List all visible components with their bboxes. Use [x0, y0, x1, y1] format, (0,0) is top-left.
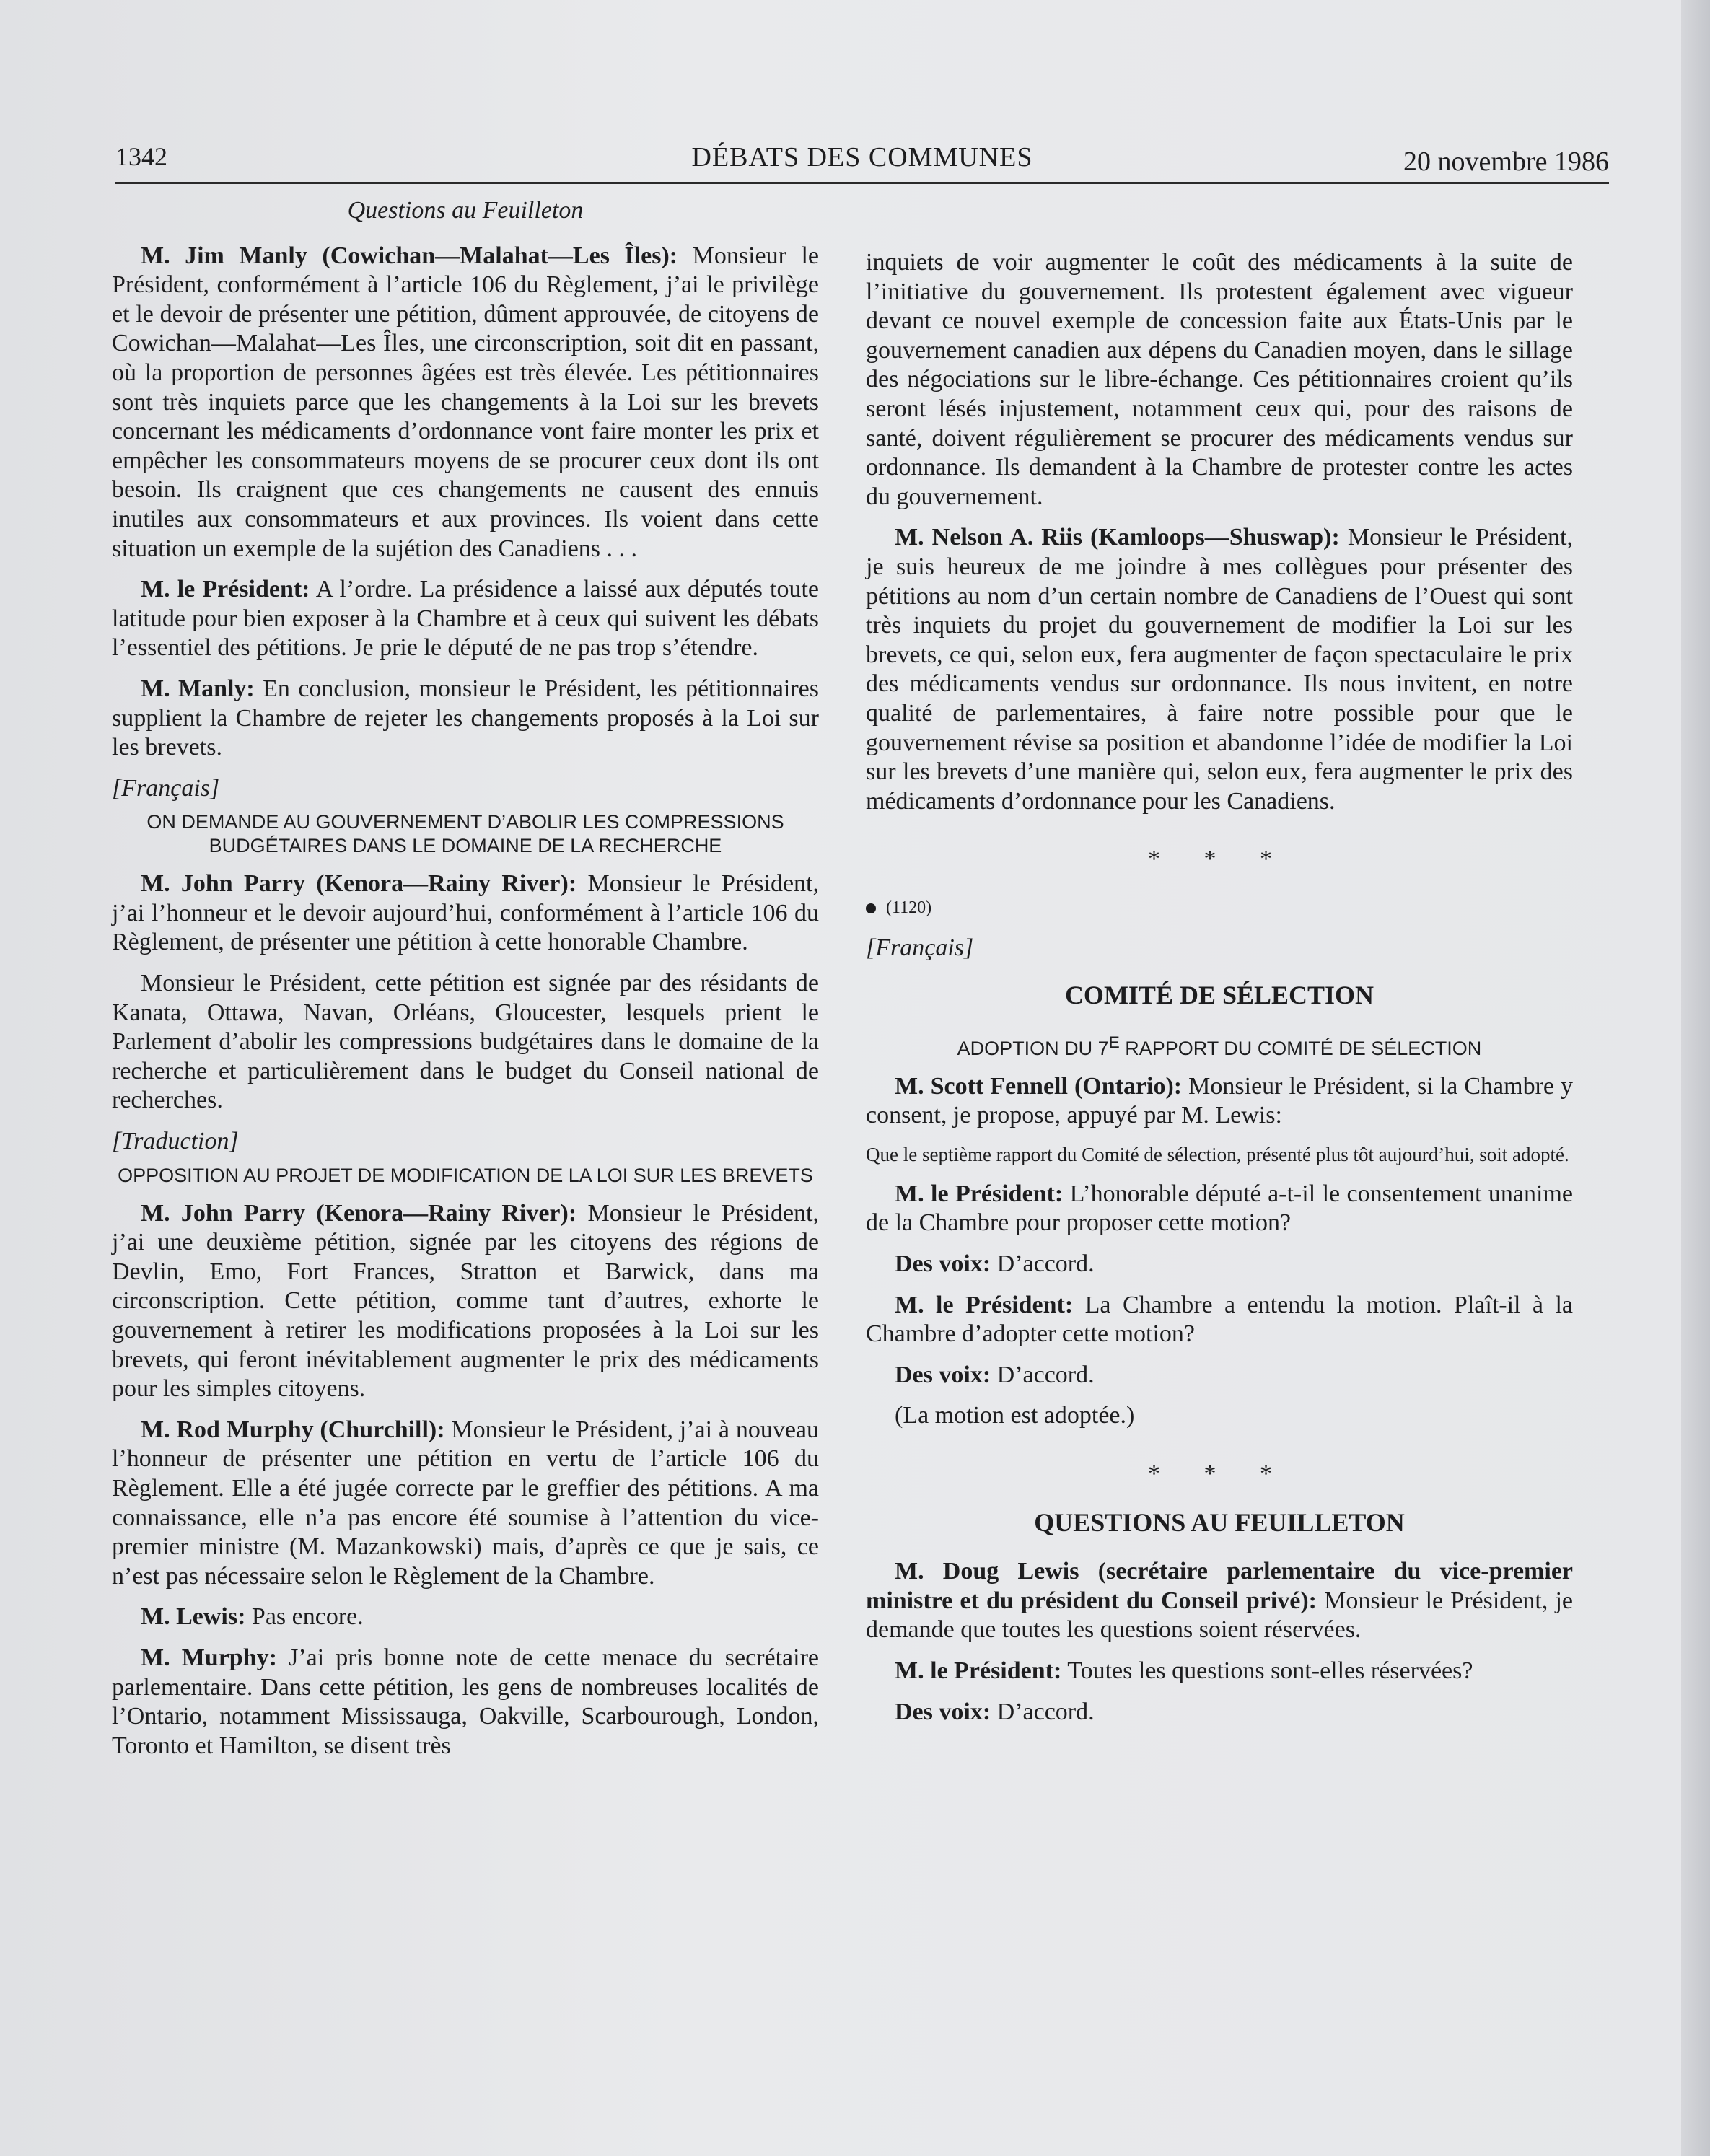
page-header — [115, 141, 1609, 184]
speaker-name: M. le Président: — [895, 1291, 1074, 1318]
speaker-name: M. Manly: — [141, 675, 255, 702]
speech-paragraph: M. Nelson A. Riis (Kamloops—Shuswap): Monsieur le Président, je suis heureux de me joindre à mes collègues pour présenter des pétitions au nom d’un certain nombre de Canadiens de l’Ouest qui sont très inquiets du projet du gouvernement de modifier la Loi sur les brevets, ce qui, selon eux, fera augmenter de façon spectaculaire le prix des médicaments vendus sur ordonnance. Ils nous invitent, en notre qualité de parlementaires, à faire notre possible pour que le gouvernement révise sa position et abandonne l’idée de modifier la Loi sur les brevets d’une manière qui, selon eux, fera augmenter le prix des médicaments d’ordonnance pour les Canadiens. — [866, 524, 1573, 815]
speech-paragraph: (La motion est adoptée.) — [895, 1402, 1135, 1429]
petition-rubric: OPPOSITION AU PROJET DE MODIFICATION DE LA LOI SUR LES BREVETS — [118, 1164, 813, 1186]
speaker-name: M. John Parry (Kenora—Rainy River): — [141, 870, 577, 898]
speech-paragraph: M. Murphy: J’ai pris bonne note de cette menace du secrétaire parlementaire. Dans cette pétition, les gens de nombreuses localités de l’Ontario, notamment Mississauga, Oakville, Scarbourough, London, Toronto et Hamilton, se disent très — [112, 1644, 820, 1759]
speaker-name: M. le Président: — [895, 1180, 1064, 1207]
speaker-name: Des voix: — [895, 1698, 991, 1725]
speaker-name: M. le Président: — [895, 1657, 1062, 1684]
speech-paragraph: M. Scott Fennell (Ontario): Monsieur le Président, si la Chambre y consent, je propose, appuyé par M. Lewis: — [866, 1072, 1574, 1129]
report-rubric: ADOPTION DU $7^E$ RAPPORT DU COMITÉ DE SÉLECTION — [957, 1033, 1482, 1059]
bullet-icon — [866, 903, 876, 913]
section-heading: COMITÉ DE SÉLECTION — [1064, 981, 1374, 1010]
speaker-name: Des voix: — [895, 1250, 991, 1278]
language-marker: [Français] — [112, 774, 220, 802]
motion-text: Que le septième rapport du Comité de sélection, présenté plus tôt aujourd’hui, soit adopté. — [866, 1143, 1569, 1165]
issue-date: 20 novembre 1986 — [1403, 146, 1609, 177]
speaker-name: Des voix: — [895, 1361, 991, 1388]
speech-paragraph: M. Manly: En conclusion, monsieur le Président, les pétitionnaires supplient la Chambre de rejeter les changements proposés à la Loi sur les brevets. — [112, 675, 819, 761]
page-number: 1342 — [115, 142, 167, 171]
speech-paragraph: M. John Parry (Kenora—Rainy River): Monsieur le Président, j’ai une deuxième pétition, signée par les citoyens des régions de Devlin, Emo, Fort Frances, Stratton et Barwick, dans ma circonscription. Cette pétition, comme tant d’autres, exhorte le gouvernement à retirer les modifications proposées à la Loi sur les brevets, qui feront inévitablement augmenter le prix des médicaments pour les simples citoyens. — [112, 1199, 819, 1403]
speaker-name: M. Doug Lewis (secrétaire parlementaire du vice-premier ministre et du président du Conseil privé): — [866, 1558, 1573, 1614]
language-marker: [Traduction] — [112, 1128, 239, 1155]
section-separator: * * * — [1148, 846, 1291, 873]
speech-paragraph: Des voix: D’accord. — [895, 1250, 1095, 1278]
left-column — [112, 196, 819, 1772]
speech-paragraph: Monsieur le Président, cette pétition est signée par des résidants de Kanata, Ottawa, Navan, Orléans, Gloucester, lesquels prient le Parlement d’abolir les compressions budgétaires dans le domaine de la recherche et particulièrement dans le budget du Conseil national de recherches. — [112, 970, 819, 1114]
speech-paragraph: Des voix: D’accord. — [895, 1361, 1095, 1388]
speech-paragraph: M. Doug Lewis (secrétaire parlementaire du vice-premier ministre et du président du Conseil privé): Monsieur le Président, je demande que toutes les questions soient réservées. — [866, 1558, 1573, 1644]
speaker-name: M. Scott Fennell (Ontario): — [895, 1072, 1183, 1100]
section-heading: QUESTIONS AU FEUILLETON — [1034, 1507, 1405, 1537]
speech-paragraph: Des voix: D’accord. — [895, 1698, 1095, 1725]
speech-paragraph: M. le Président: A l’ordre. La présidence a laissé aux députés toute latitude pour bien exposer à la Chambre et à ceux qui suivent les débats l’essentiel des pétitions. Je prie le député de ne pas trop s’étendre. — [112, 576, 820, 662]
speaker-name: M. Murphy: — [141, 1644, 277, 1671]
speaker-name: M. Lewis: — [141, 1603, 246, 1631]
speaker-name: M. le Président: — [141, 576, 310, 603]
speaker-name: M. Nelson A. Riis (Kamloops—Shuswap): — [895, 524, 1340, 551]
speech-paragraph: M. Jim Manly (Cowichan—Malahat—Les Îles): Monsieur le Président, conformément à l’article 106 du Règlement, j’ai le privilège et le devoir de présenter une pétition, dûment approuvée, de citoyens de Cowichan—Malahat—Les Îles, une circonscription, soit dit en passant, où la proportion de personnes âgées est très élevée. Les pétitionnaires sont très inquiets parce que les changements à la Loi sur les brevets concernant les médicaments d’ordonnance vont faire monter les prix et empêcher les consommateurs moyens de se procurer ceux dont ils ont besoin. Ils craignent que ces changements ne causent des ennuis inutiles aux consommateurs et aux provinces. Ils voient dans cette situation un exemple de la sujétion des Canadiens . . . — [112, 242, 819, 562]
speaker-name: M. Rod Murphy (Churchill): — [141, 1416, 445, 1443]
speaker-name: M. Jim Manly (Cowichan—Malahat—Les Îles): — [141, 242, 678, 269]
publication-title: DÉBATS DES COMMUNES — [691, 142, 1033, 172]
petition-rubric: ON DEMANDE AU GOUVERNEMENT D’ABOLIR LES COMPRESSIONS BUDGÉTAIRES DANS LE DOMAINE DE LA RECHERCHE — [146, 811, 784, 857]
speaker-name: M. John Parry (Kenora—Rainy River): — [141, 1199, 577, 1227]
time-stamp: (1120) — [866, 893, 1573, 923]
page-edge-shadow — [1681, 0, 1710, 2156]
speech-paragraph: inquiets de voir augmenter le coût des médicaments à la suite de l’initiative du gouvernement. Ils protestent également avec vigueur devant ce nouvel exemple de concession faite aux États-Unis par le gouvernement canadien aux dépens du Canadien moyen, dans le sillage des négociations sur le libre-échange. Ces pétitionnaires croient qu’ils seront lésés injustement, notamment ceux qui, pour des raisons de santé, doivent régulièrement se procurer des médicaments vendus sur ordonnance. Ils demandent à la Chambre de protester contre les actes du gouvernement. — [866, 249, 1573, 510]
speech-paragraph: M. Lewis: Pas encore. — [141, 1603, 364, 1631]
speech-paragraph: M. le Président: La Chambre a entendu la motion. Plaît-il à la Chambre d’adopter cette motion? — [866, 1291, 1574, 1348]
speech-paragraph: M. Rod Murphy (Churchill): Monsieur le Président, j’ai à nouveau l’honneur de présenter une pétition en vertu de l’article 106 du Règlement. Elle a été jugée correcte par le greffier des pétitions. A ma connaissance, elle n’a pas encore été soumise à l’attention du vice-premier ministre (M. Mazankowski) mais, d’après ce que je sais, ce n’est pas nécessaire selon le Règlement de la Chambre. — [112, 1416, 819, 1590]
speech-paragraph: M. le Président: Toutes les questions sont-elles réservées? — [895, 1657, 1473, 1684]
language-marker: [Français] — [866, 934, 974, 962]
running-head: Questions au Feuilleton — [347, 197, 584, 224]
right-column — [866, 248, 1573, 1738]
speech-paragraph: M. le Président: L’honorable député a-t-il le consentement unanime de la Chambre pour proposer cette motion? — [866, 1180, 1574, 1237]
section-separator: * * * — [1148, 1460, 1291, 1487]
speech-paragraph: M. John Parry (Kenora—Rainy River): Monsieur le Président, j’ai l’honneur et le devoir aujourd’hui, conformément à l’article 106 du Règlement, de présenter une pétition à cette honorable Chambre. — [112, 870, 819, 956]
